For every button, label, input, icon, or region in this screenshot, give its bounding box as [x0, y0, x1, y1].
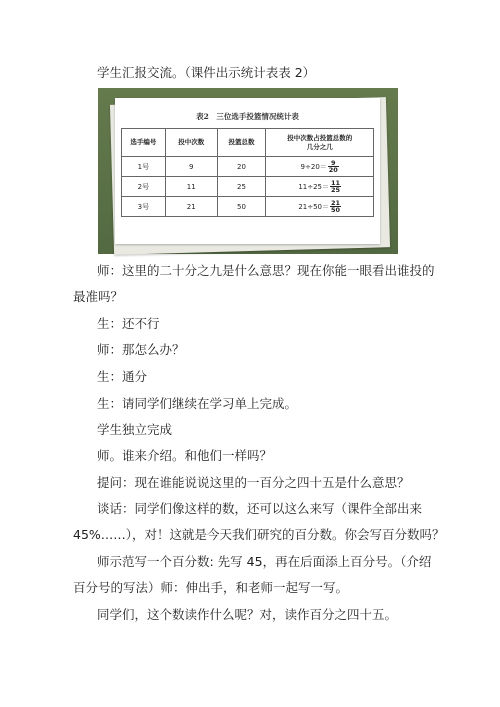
ratio-expr: 11÷25＝	[298, 182, 330, 191]
header-player: 选手编号	[122, 129, 166, 157]
cell-ratio	[266, 197, 374, 217]
demo-line1: 师示范写一个百分数: 先写 45，再在后面添上百分号。（介绍	[97, 554, 432, 569]
cell-hits: 21	[165, 197, 217, 217]
fraction-numerator: 9	[328, 160, 339, 168]
cell-ratio	[266, 177, 374, 197]
demo-line2: 百分号的写法）师：伸出手，和老师一起写一写。	[73, 580, 349, 595]
intro-line: 学生汇报交流。（课件出示统计表表 2）	[97, 65, 316, 80]
cell-ratio	[266, 157, 374, 177]
table-row	[122, 177, 374, 197]
teacher-prompt: 师。谁来介绍。和他们一样吗？	[97, 448, 273, 463]
teacher-reply-1: 师：那怎么办？	[97, 342, 185, 357]
student-reply-2: 生：通分	[97, 369, 148, 384]
fraction-denominator: 25	[331, 186, 341, 194]
ratio-expr: 9÷20＝	[300, 162, 327, 171]
header-hits: 投中次数	[165, 129, 217, 157]
ratio-fraction	[330, 180, 341, 194]
fraction-numerator: 11	[331, 178, 341, 187]
fraction-denominator: 20	[328, 166, 338, 174]
closing-line: 同学们，这个数读作什么呢？对，读作百分之四十五。	[97, 607, 398, 622]
table-row	[122, 197, 374, 217]
cell-player: 1号	[122, 157, 166, 177]
talk-line1: 谈话：同学们像这样的数，还可以这么来写（课件全部出来	[97, 501, 423, 516]
fraction-numerator: 21	[331, 198, 341, 207]
ratio-fraction	[328, 160, 339, 174]
stats-table	[121, 128, 374, 217]
student-reply-3: 生：请同学们继续在学习单上完成。	[97, 396, 298, 411]
teacher-question-line1: 师：这里的二十分之九是什么意思？现在你能一眼看出谁投的	[97, 263, 435, 278]
table-title: 表2 三位选手投篮情况统计表	[196, 112, 299, 121]
cell-hits: 9	[165, 157, 217, 177]
table-row	[122, 157, 374, 177]
fraction-denominator: 50	[331, 206, 341, 214]
teacher-question-line2: 最准吗？	[73, 289, 124, 304]
header-ratio-line1: 投中次数占投篮总数的	[287, 133, 353, 142]
header-total: 投篮总数	[217, 129, 266, 157]
ratio-fraction	[330, 200, 341, 214]
cell-total: 50	[217, 197, 266, 217]
independent-work: 学生独立完成	[97, 422, 173, 437]
header-ratio	[266, 129, 374, 157]
cell-total: 20	[217, 157, 266, 177]
question-line: 提问：现在谁能说说这里的一百分之四十五是什么意思？	[97, 475, 410, 490]
table-sheet	[115, 98, 380, 244]
student-reply-1: 生：还不行	[97, 316, 160, 331]
table-header-row	[122, 129, 374, 157]
header-ratio-line2: 几分之几	[306, 142, 333, 151]
blackboard-image	[98, 88, 398, 254]
talk-line2: 45%……），对！这就是今天我们研究的百分数。你会写百分数吗？	[73, 527, 445, 542]
cell-player: 3号	[122, 197, 166, 217]
cell-player: 2号	[122, 177, 166, 197]
ratio-expr: 21÷50＝	[298, 202, 330, 211]
cell-total: 25	[217, 177, 266, 197]
cell-hits: 11	[165, 177, 217, 197]
